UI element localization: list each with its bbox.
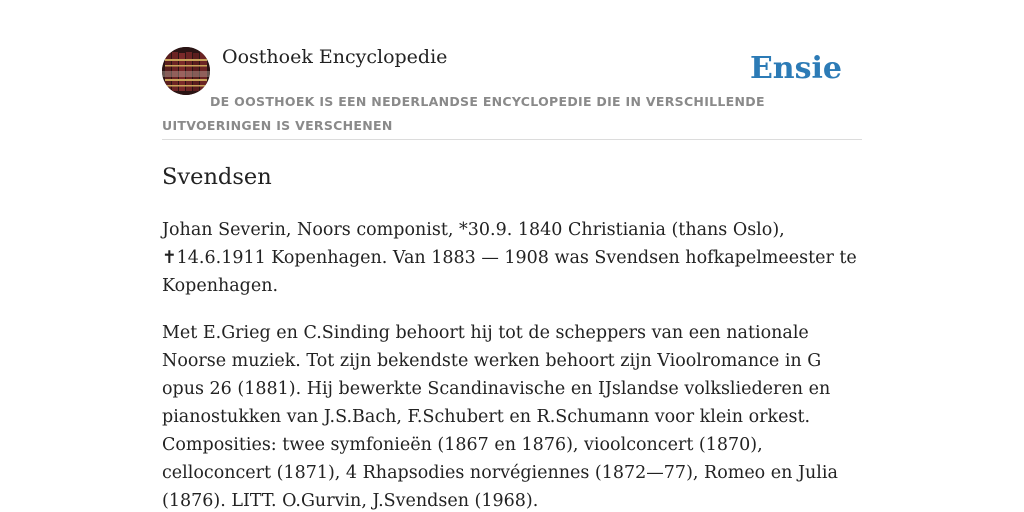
header bbox=[162, 0, 862, 140]
page bbox=[162, 0, 862, 512]
site-name-link[interactable]: Oosthoek Encyclopedie bbox=[222, 46, 448, 68]
brand-logo-link[interactable]: Ensie bbox=[749, 51, 842, 86]
encyclopedia-books-avatar[interactable] bbox=[162, 47, 210, 95]
entry-title: Svendsen bbox=[162, 164, 272, 190]
books-icon bbox=[162, 47, 210, 95]
entry-paragraph-2: Met E.Grieg en C.Sinding behoort hij tot de scheppers van een nationale Noorse muziek. Tot zijn bekendste werken behoort zijn Vioolromance in G opus 26 (1881). Hij bewerkte Scandinavische en IJslandse volksliederen en pianostukken van J.S.Bach, F.Schubert en R.Schumann voor klein orkest. Composities: twee symfonieën (1867 en 1876), vioolconcert (1870), celloconcert (1871), 4 Rhapsodies norvégiennes (1872—77), Romeo en Julia (1876). LITT. O.Gurvin, J.Svendsen (1968). bbox=[162, 323, 838, 511]
entry-body bbox=[162, 216, 862, 512]
entry-paragraph-1: Johan Severin, Noors componist, *30.9. 1840 Christiania (thans Oslo), ✝14.6.1911 Kopenhagen. Van 1883 — 1908 was Svendsen hofkapelmeester te Kopenhagen. bbox=[162, 220, 857, 296]
site-tagline: DE OOSTHOEK IS EEN NEDERLANDSE ENCYCLOPEDIE DIE IN VERSCHILLENDE UITVOERINGEN IS VERSCHENEN bbox=[162, 94, 765, 133]
